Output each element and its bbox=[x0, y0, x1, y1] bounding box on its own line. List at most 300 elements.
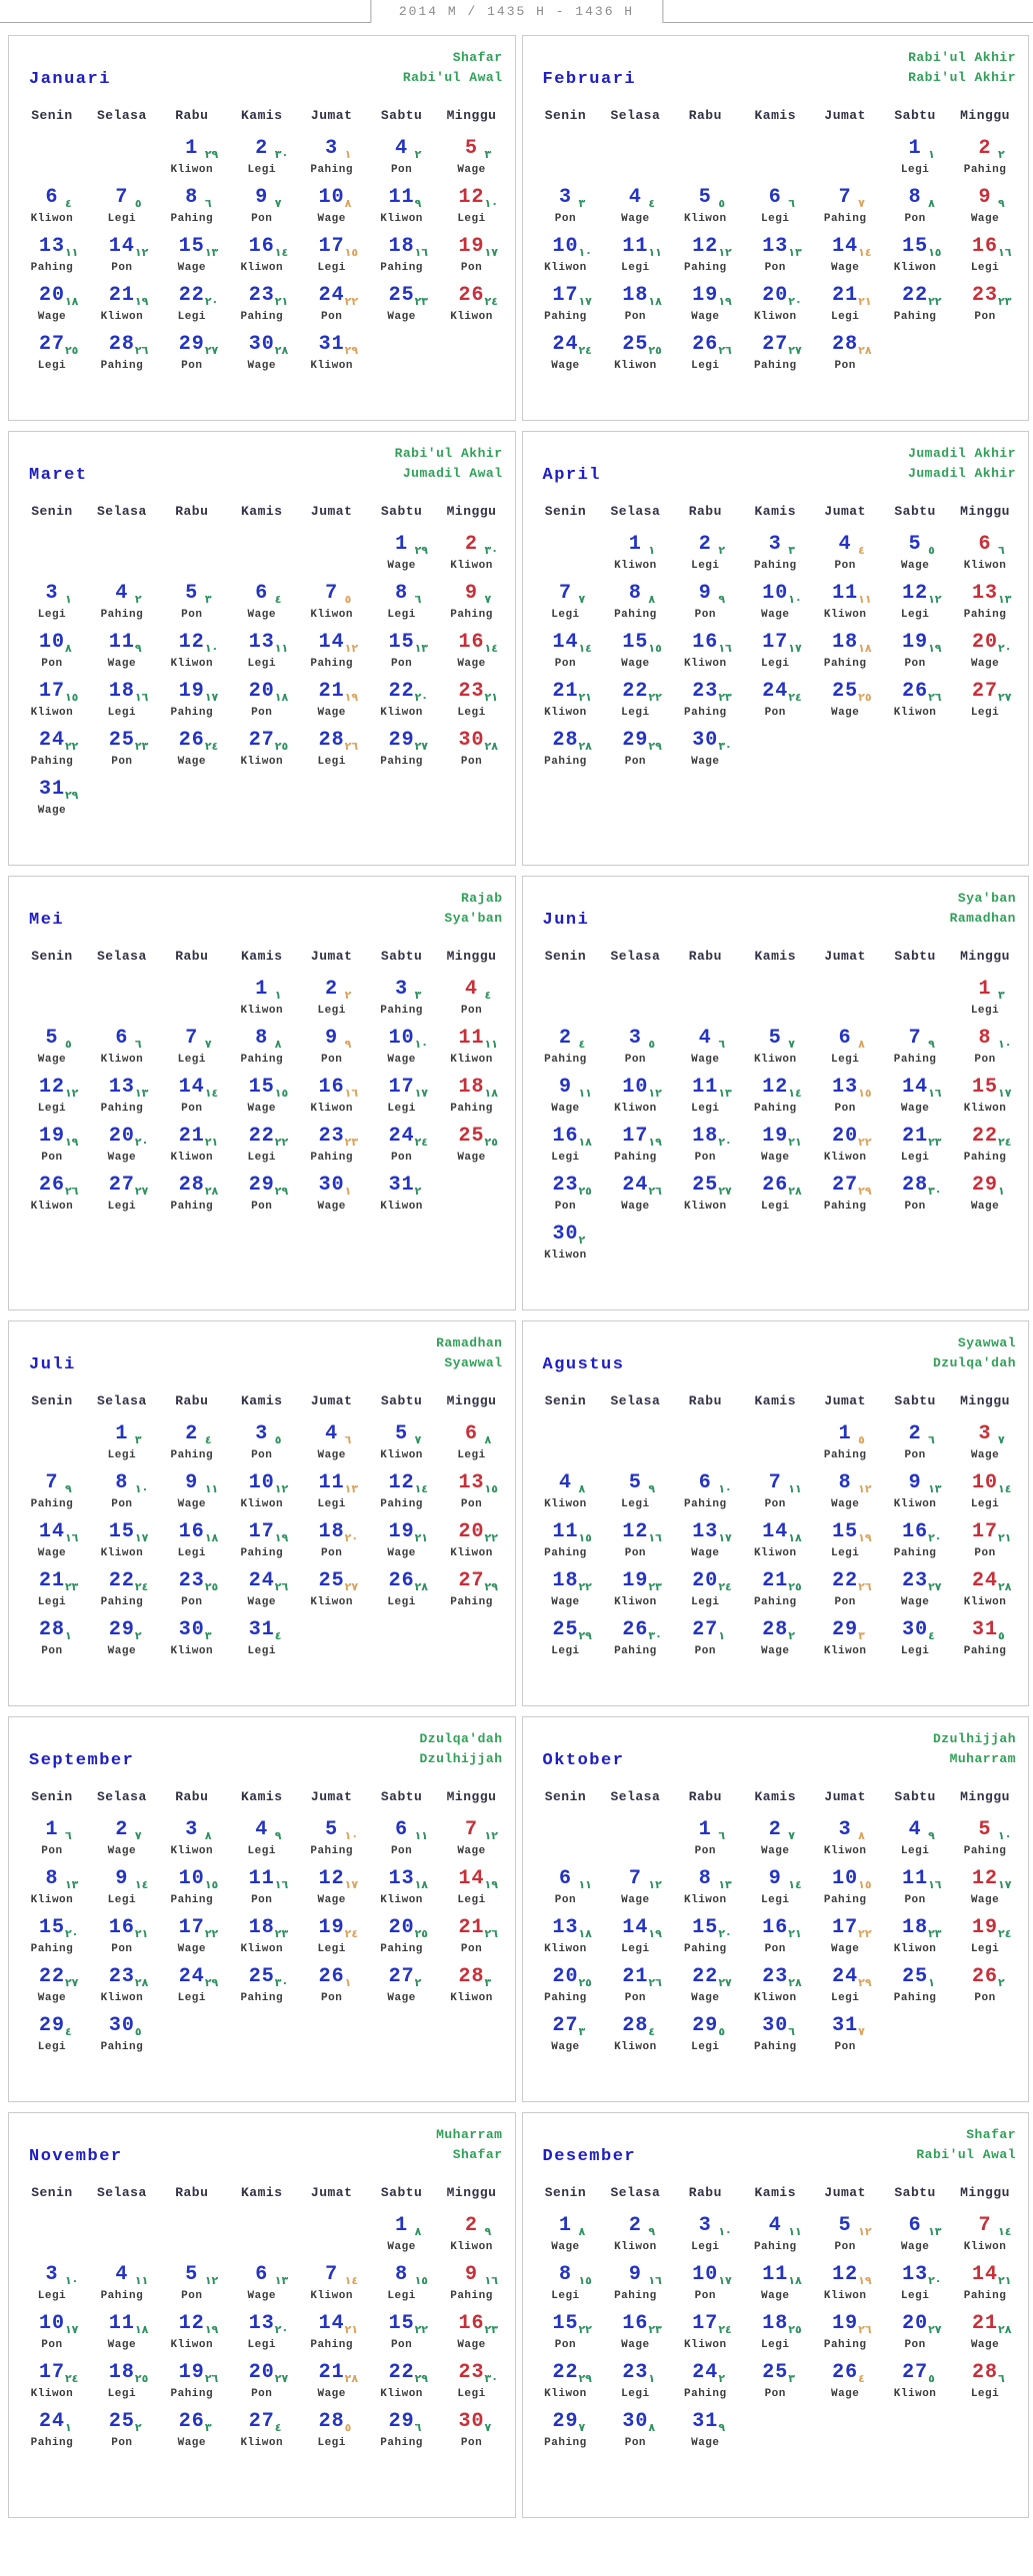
date-line bbox=[600, 1025, 670, 1052]
date-number: 14 bbox=[622, 1916, 649, 1939]
pasaran-label: Pahing bbox=[823, 2339, 867, 2351]
date-number: 8 bbox=[838, 1471, 852, 1494]
hijri-day-number: ١٦ bbox=[414, 246, 429, 259]
date-number: 26 bbox=[902, 680, 929, 703]
pasaran-label: Wage bbox=[37, 805, 67, 817]
pasaran-label: Wage bbox=[830, 2388, 860, 2400]
hijri-day-number: ١ bbox=[274, 989, 282, 1002]
hijri-day-number: ١٢ bbox=[648, 1878, 662, 1891]
date-cell bbox=[227, 1616, 297, 1665]
date-number: 13 bbox=[832, 1076, 859, 1099]
pasaran-label: Kliwon bbox=[893, 1498, 937, 1510]
hijri-day-number: ٢٨ bbox=[858, 344, 872, 357]
date-number: 27 bbox=[248, 729, 275, 752]
date-line bbox=[600, 2261, 670, 2288]
pasaran-label: Legi bbox=[387, 609, 416, 621]
date-cell bbox=[810, 1025, 880, 1074]
date-line bbox=[157, 1123, 227, 1150]
pasaran-label: Kliwon bbox=[100, 1054, 144, 1066]
date-number: 28 bbox=[318, 2410, 345, 2433]
date-number: 8 bbox=[115, 1471, 129, 1494]
date-cell bbox=[670, 2212, 740, 2261]
date-cell bbox=[810, 1469, 880, 1518]
date-number: 9 bbox=[628, 2263, 642, 2286]
pasaran-label: Pahing bbox=[240, 1547, 284, 1559]
date-line bbox=[87, 282, 157, 309]
empty-cell bbox=[670, 976, 740, 1025]
date-line bbox=[87, 2310, 157, 2337]
weekday-header-minggu: Minggu bbox=[960, 1393, 1010, 1408]
hijri-day-number: ٢٩ bbox=[858, 1185, 872, 1198]
hijri-day-number: ٢٧ bbox=[134, 1185, 149, 1198]
pasaran-label: Pahing bbox=[823, 1449, 867, 1461]
hijri-day-number: ٣٠ bbox=[274, 148, 289, 161]
pasaran-label: Kliwon bbox=[893, 262, 937, 274]
date-cell bbox=[950, 1518, 1020, 1567]
hijri-day-number: ٢ bbox=[414, 148, 422, 161]
pasaran-label: Pon bbox=[624, 1547, 647, 1559]
pasaran-label: Pon bbox=[321, 1054, 343, 1066]
empty-cell bbox=[17, 976, 87, 1025]
pasaran-label: Kliwon bbox=[544, 707, 587, 719]
date-number: 30 bbox=[692, 729, 719, 752]
hijri-day-number: ١٧ bbox=[134, 1531, 149, 1544]
date-line bbox=[157, 1567, 227, 1594]
date-cell bbox=[297, 727, 367, 776]
date-cell bbox=[600, 678, 670, 727]
date-number: 23 bbox=[458, 680, 485, 703]
pasaran-label: Kliwon bbox=[450, 311, 493, 323]
pasaran-label: Pon bbox=[460, 1498, 483, 1510]
pasaran-label: Legi bbox=[247, 2339, 276, 2351]
date-cell bbox=[297, 233, 367, 282]
date-line bbox=[810, 1420, 880, 1447]
month-header bbox=[535, 889, 1017, 931]
date-line bbox=[157, 1074, 227, 1101]
hijri-day-number: ٢٨ bbox=[788, 1976, 802, 1989]
date-line bbox=[880, 1123, 950, 1150]
pasaran-label: Kliwon bbox=[30, 1201, 74, 1213]
date-line bbox=[810, 2310, 880, 2337]
pasaran-label: Legi bbox=[761, 658, 790, 670]
pasaran-label: Pahing bbox=[380, 756, 423, 768]
date-cell bbox=[531, 1963, 601, 2012]
date-cell bbox=[437, 531, 507, 580]
date-cell bbox=[670, 1616, 740, 1665]
pasaran-label: Kliwon bbox=[450, 1992, 493, 2004]
hijri-day-number: ١٥ bbox=[204, 1878, 219, 1891]
hijri-day-number: ٢٠ bbox=[788, 295, 802, 308]
date-line bbox=[87, 184, 157, 211]
date-line bbox=[367, 678, 437, 705]
month-panel-november bbox=[8, 2112, 516, 2518]
hijri-day-number: ٢٤ bbox=[484, 295, 498, 308]
pasaran-label: Pon bbox=[390, 164, 413, 176]
date-number: 5 bbox=[465, 137, 479, 160]
pasaran-label: Kliwon bbox=[30, 213, 74, 225]
date-line bbox=[297, 1518, 367, 1545]
date-number: 11 bbox=[388, 186, 415, 209]
pasaran-label: Legi bbox=[691, 560, 720, 572]
hijri-day-number: ٢٠ bbox=[344, 1531, 359, 1544]
hijri-month-top: Rabi'ul Akhir bbox=[908, 50, 1016, 65]
date-line bbox=[297, 580, 367, 607]
date-line bbox=[17, 184, 87, 211]
date-line bbox=[950, 531, 1020, 558]
pasaran-label: Pahing bbox=[30, 1498, 74, 1510]
pasaran-label: Legi bbox=[37, 2041, 67, 2053]
date-line bbox=[880, 282, 950, 309]
date-cell bbox=[17, 1518, 87, 1567]
hijri-day-number: ١٤ bbox=[414, 1482, 429, 1495]
date-line bbox=[810, 282, 880, 309]
date-number: 19 bbox=[38, 1125, 65, 1148]
month-row bbox=[8, 1320, 1029, 1706]
date-cell bbox=[17, 678, 87, 727]
hijri-day-number: ٢٧ bbox=[204, 344, 219, 357]
date-cell bbox=[87, 2310, 157, 2359]
pasaran-label: Pahing bbox=[30, 1943, 74, 1955]
pasaran-label: Pon bbox=[554, 213, 577, 225]
pasaran-label: Pahing bbox=[753, 2241, 797, 2253]
date-line bbox=[87, 2012, 157, 2039]
weekday-header-kamis: Kamis bbox=[240, 108, 283, 123]
empty-cell bbox=[740, 976, 810, 1025]
date-number: 5 bbox=[698, 186, 712, 209]
hijri-day-number: ٢٦ bbox=[274, 1580, 289, 1593]
hijri-day-number: ٢١ bbox=[134, 1927, 149, 1940]
weekday-header-kamis: Kamis bbox=[240, 504, 283, 519]
date-number: 27 bbox=[972, 680, 999, 703]
date-number: 23 bbox=[178, 1569, 205, 1592]
date-number: 12 bbox=[832, 2263, 859, 2286]
pasaran-label: Pahing bbox=[753, 560, 797, 572]
hijri-day-number: ٢١ bbox=[858, 295, 872, 308]
date-cell bbox=[17, 776, 87, 825]
date-line bbox=[437, 976, 507, 1003]
date-cell bbox=[950, 976, 1020, 1025]
hijri-day-number: ٢ bbox=[344, 989, 352, 1002]
hijri-day-number: ٢١ bbox=[484, 691, 498, 704]
pasaran-label: Pon bbox=[694, 2290, 716, 2302]
date-number: 12 bbox=[902, 582, 929, 605]
pasaran-label: Kliwon bbox=[240, 756, 284, 768]
pasaran-label: Legi bbox=[551, 609, 580, 621]
hijri-month-top: Dzulqa'dah bbox=[419, 1731, 503, 1746]
date-line bbox=[157, 184, 227, 211]
date-line bbox=[740, 678, 810, 705]
weekday-header-senin: Senin bbox=[544, 1789, 587, 1804]
date-cell bbox=[600, 184, 670, 233]
date-line bbox=[367, 1172, 437, 1199]
date-cell bbox=[670, 1025, 740, 1074]
date-cell bbox=[810, 2261, 880, 2310]
hijri-day-number: ٩ bbox=[718, 2421, 726, 2434]
pasaran-label: Kliwon bbox=[614, 2241, 657, 2253]
hijri-day-number: ١٩ bbox=[718, 295, 732, 308]
date-line bbox=[880, 629, 950, 656]
pasaran-label: Legi bbox=[247, 164, 276, 176]
hijri-day-number: ١٢ bbox=[648, 1087, 662, 1100]
date-line bbox=[740, 2212, 810, 2239]
hijri-day-number: ١٤ bbox=[788, 1878, 802, 1891]
date-line bbox=[531, 1074, 601, 1101]
pasaran-label: Pahing bbox=[100, 360, 144, 372]
pasaran-label: Legi bbox=[691, 2041, 720, 2053]
date-number: 7 bbox=[325, 582, 339, 605]
date-number: 24 bbox=[38, 729, 65, 752]
date-line bbox=[810, 1074, 880, 1101]
date-cell bbox=[367, 531, 437, 580]
hijri-day-number: ٢٢ bbox=[204, 1927, 219, 1940]
date-line bbox=[600, 1616, 670, 1643]
date-number: 29 bbox=[552, 2410, 579, 2433]
pasaran-label: Pahing bbox=[100, 2290, 144, 2302]
hijri-day-number: ١١ bbox=[788, 1482, 802, 1495]
hijri-day-number: ٣ bbox=[484, 1976, 492, 1989]
pasaran-label: Wage bbox=[970, 2339, 1000, 2351]
date-line bbox=[437, 1074, 507, 1101]
pasaran-label: Legi bbox=[761, 213, 790, 225]
date-number: 13 bbox=[762, 235, 789, 258]
hijri-day-number: ١٥ bbox=[414, 2274, 429, 2287]
pasaran-label: Kliwon bbox=[684, 1201, 727, 1213]
date-number: 12 bbox=[38, 1076, 65, 1099]
hijri-day-number: ١٠ bbox=[998, 1829, 1012, 1842]
date-cell bbox=[87, 1616, 157, 1665]
date-cell bbox=[297, 1567, 367, 1616]
date-line bbox=[740, 331, 810, 358]
date-cell bbox=[157, 1074, 227, 1123]
pasaran-label: Pahing bbox=[380, 2437, 423, 2449]
pasaran-label: Kliwon bbox=[544, 1498, 587, 1510]
date-line bbox=[600, 282, 670, 309]
month-grid bbox=[17, 100, 507, 380]
empty-cell bbox=[531, 531, 601, 580]
date-cell bbox=[600, 2261, 670, 2310]
hijri-day-number: ١١ bbox=[204, 1482, 219, 1495]
hijri-day-number: ٢٤ bbox=[414, 1136, 429, 1149]
date-number: 18 bbox=[622, 284, 649, 307]
date-cell bbox=[437, 976, 507, 1025]
empty-cell bbox=[740, 135, 810, 184]
date-cell bbox=[600, 580, 670, 629]
date-line bbox=[87, 1865, 157, 1892]
hijri-day-number: ٩ bbox=[484, 2225, 492, 2238]
hijri-day-number: ٢٤ bbox=[718, 1580, 732, 1593]
date-cell bbox=[810, 2310, 880, 2359]
weekday-header-selasa: Selasa bbox=[96, 504, 147, 519]
pasaran-label: Pon bbox=[834, 360, 856, 372]
hijri-month-top: Shafar bbox=[966, 2127, 1016, 2142]
pasaran-label: Legi bbox=[387, 2290, 416, 2302]
pasaran-label: Kliwon bbox=[684, 658, 727, 670]
date-number: 19 bbox=[178, 680, 205, 703]
weekday-header-senin: Senin bbox=[31, 1789, 73, 1804]
hijri-day-number: ٧ bbox=[134, 1829, 142, 1842]
date-line bbox=[87, 1567, 157, 1594]
pasaran-label: Pon bbox=[390, 2339, 413, 2351]
date-cell bbox=[157, 282, 227, 331]
hijri-day-number: ٢ bbox=[718, 2372, 726, 2385]
pasaran-label: Pon bbox=[181, 1103, 203, 1115]
pasaran-label: Wage bbox=[621, 1201, 650, 1213]
date-cell bbox=[17, 1123, 87, 1172]
date-cell bbox=[437, 1914, 507, 1963]
month-panel-september bbox=[8, 1716, 516, 2102]
pasaran-label: Pon bbox=[321, 1547, 343, 1559]
date-number: 10 bbox=[552, 235, 579, 258]
pasaran-label: Kliwon bbox=[30, 2388, 74, 2400]
date-line bbox=[740, 1963, 810, 1990]
empty-cell bbox=[670, 135, 740, 184]
date-number: 9 bbox=[465, 582, 479, 605]
date-line bbox=[810, 1518, 880, 1545]
hijri-day-number: ٧ bbox=[484, 2421, 492, 2434]
date-line bbox=[437, 2212, 507, 2239]
hijri-day-number: ١١ bbox=[64, 246, 79, 259]
date-line bbox=[227, 1420, 297, 1447]
pasaran-label: Pon bbox=[834, 1596, 856, 1608]
date-line bbox=[367, 1074, 437, 1101]
date-line bbox=[531, 1469, 601, 1496]
date-number: 7 bbox=[185, 1027, 199, 1050]
date-line bbox=[531, 2012, 601, 2039]
date-number: 28 bbox=[762, 1618, 789, 1641]
date-line bbox=[740, 2310, 810, 2337]
weekday-header-senin: Senin bbox=[544, 1393, 587, 1408]
date-line bbox=[670, 531, 740, 558]
date-line bbox=[531, 1963, 601, 1990]
hijri-day-number: ٥ bbox=[928, 544, 935, 557]
pasaran-label: Pon bbox=[460, 756, 483, 768]
date-cell bbox=[740, 678, 810, 727]
pasaran-label: Pon bbox=[764, 262, 786, 274]
date-line bbox=[87, 727, 157, 754]
hijri-day-number: ١٩ bbox=[858, 2274, 872, 2287]
hijri-day-number: ٤ bbox=[64, 197, 72, 210]
pasaran-label: Kliwon bbox=[30, 1894, 74, 1906]
empty-cell bbox=[531, 1420, 601, 1469]
date-cell bbox=[600, 1172, 670, 1221]
pasaran-label: Pahing bbox=[823, 658, 867, 670]
date-line bbox=[880, 1025, 950, 1052]
date-line bbox=[17, 1025, 87, 1052]
date-cell bbox=[437, 2212, 507, 2261]
date-cell bbox=[810, 1074, 880, 1123]
date-number: 7 bbox=[558, 582, 572, 605]
date-line bbox=[810, 1865, 880, 1892]
pasaran-label: Kliwon bbox=[963, 1596, 1007, 1608]
date-cell bbox=[367, 1914, 437, 1963]
date-cell bbox=[437, 678, 507, 727]
hijri-day-number: ٢٦ bbox=[928, 691, 942, 704]
pasaran-label: Wage bbox=[37, 1547, 67, 1559]
date-number: 15 bbox=[692, 1916, 719, 1939]
hijri-day-number: ٨ bbox=[648, 2421, 656, 2434]
pasaran-label: Pahing bbox=[753, 360, 797, 372]
weekday-header-jumat: Jumat bbox=[310, 108, 353, 123]
weekday-header-senin: Senin bbox=[31, 949, 73, 964]
date-number: 12 bbox=[762, 1076, 789, 1099]
hijri-day-number: ١١ bbox=[578, 1087, 592, 1100]
date-number: 29 bbox=[832, 1618, 859, 1641]
hijri-day-number: ٢٦ bbox=[648, 1185, 662, 1198]
date-line bbox=[810, 1816, 880, 1843]
hijri-day-number: ٢٨ bbox=[998, 1580, 1012, 1593]
pasaran-label: Kliwon bbox=[963, 560, 1007, 572]
date-number: 21 bbox=[622, 1965, 649, 1988]
date-number: 24 bbox=[692, 2361, 719, 2384]
date-cell bbox=[950, 1172, 1020, 1221]
pasaran-label: Pon bbox=[764, 2388, 786, 2400]
hijri-day-number: ٢٩ bbox=[204, 1976, 219, 1989]
date-cell bbox=[297, 1074, 367, 1123]
date-cell bbox=[810, 531, 880, 580]
month-grid bbox=[531, 1385, 1021, 1665]
date-line bbox=[17, 2261, 87, 2288]
date-line bbox=[880, 1865, 950, 1892]
date-number: 4 bbox=[115, 582, 129, 605]
date-line bbox=[227, 2261, 297, 2288]
date-number: 7 bbox=[768, 1471, 782, 1494]
weekday-header-selasa: Selasa bbox=[610, 1789, 661, 1804]
date-number: 30 bbox=[762, 2014, 789, 2037]
hijri-day-number: ١٧ bbox=[718, 2274, 732, 2287]
date-line bbox=[17, 1123, 87, 1150]
pasaran-label: Wage bbox=[107, 1845, 137, 1857]
pasaran-label: Pon bbox=[834, 2041, 856, 2053]
pasaran-label: Kliwon bbox=[170, 1845, 214, 1857]
pasaran-label: Legi bbox=[691, 2241, 720, 2253]
pasaran-label: Pon bbox=[41, 1645, 63, 1657]
date-cell bbox=[157, 2359, 227, 2408]
date-line bbox=[810, 233, 880, 260]
date-number: 9 bbox=[255, 186, 269, 209]
date-line bbox=[227, 2359, 297, 2386]
pasaran-label: Kliwon bbox=[100, 1547, 144, 1559]
date-line bbox=[367, 1420, 437, 1447]
date-line bbox=[367, 2261, 437, 2288]
pasaran-label: Pahing bbox=[753, 1596, 797, 1608]
date-cell bbox=[437, 2261, 507, 2310]
weekday-header-senin: Senin bbox=[544, 2185, 587, 2200]
date-number: 28 bbox=[108, 333, 135, 356]
date-cell bbox=[227, 184, 297, 233]
date-line bbox=[297, 331, 367, 358]
hijri-day-number: ٢٧ bbox=[414, 740, 429, 753]
date-number: 4 bbox=[908, 1818, 922, 1841]
hijri-day-number: ١٥ bbox=[578, 2274, 592, 2287]
hijri-day-number: ٢٥ bbox=[134, 2372, 149, 2385]
date-number: 20 bbox=[248, 680, 275, 703]
weekday-header-kamis: Kamis bbox=[754, 108, 796, 123]
date-line bbox=[670, 233, 740, 260]
date-cell bbox=[227, 1567, 297, 1616]
date-line bbox=[227, 184, 297, 211]
date-line bbox=[531, 2408, 601, 2435]
date-line bbox=[437, 282, 507, 309]
date-cell bbox=[531, 1221, 601, 1270]
date-cell bbox=[740, 282, 810, 331]
weekday-header-kamis: Kamis bbox=[240, 1393, 283, 1408]
date-line bbox=[297, 629, 367, 656]
pasaran-label: Wage bbox=[970, 658, 1000, 670]
date-number: 10 bbox=[972, 1471, 999, 1494]
date-number: 28 bbox=[972, 2361, 999, 2384]
date-number: 29 bbox=[388, 729, 415, 752]
pasaran-label: Pahing bbox=[823, 1894, 867, 1906]
